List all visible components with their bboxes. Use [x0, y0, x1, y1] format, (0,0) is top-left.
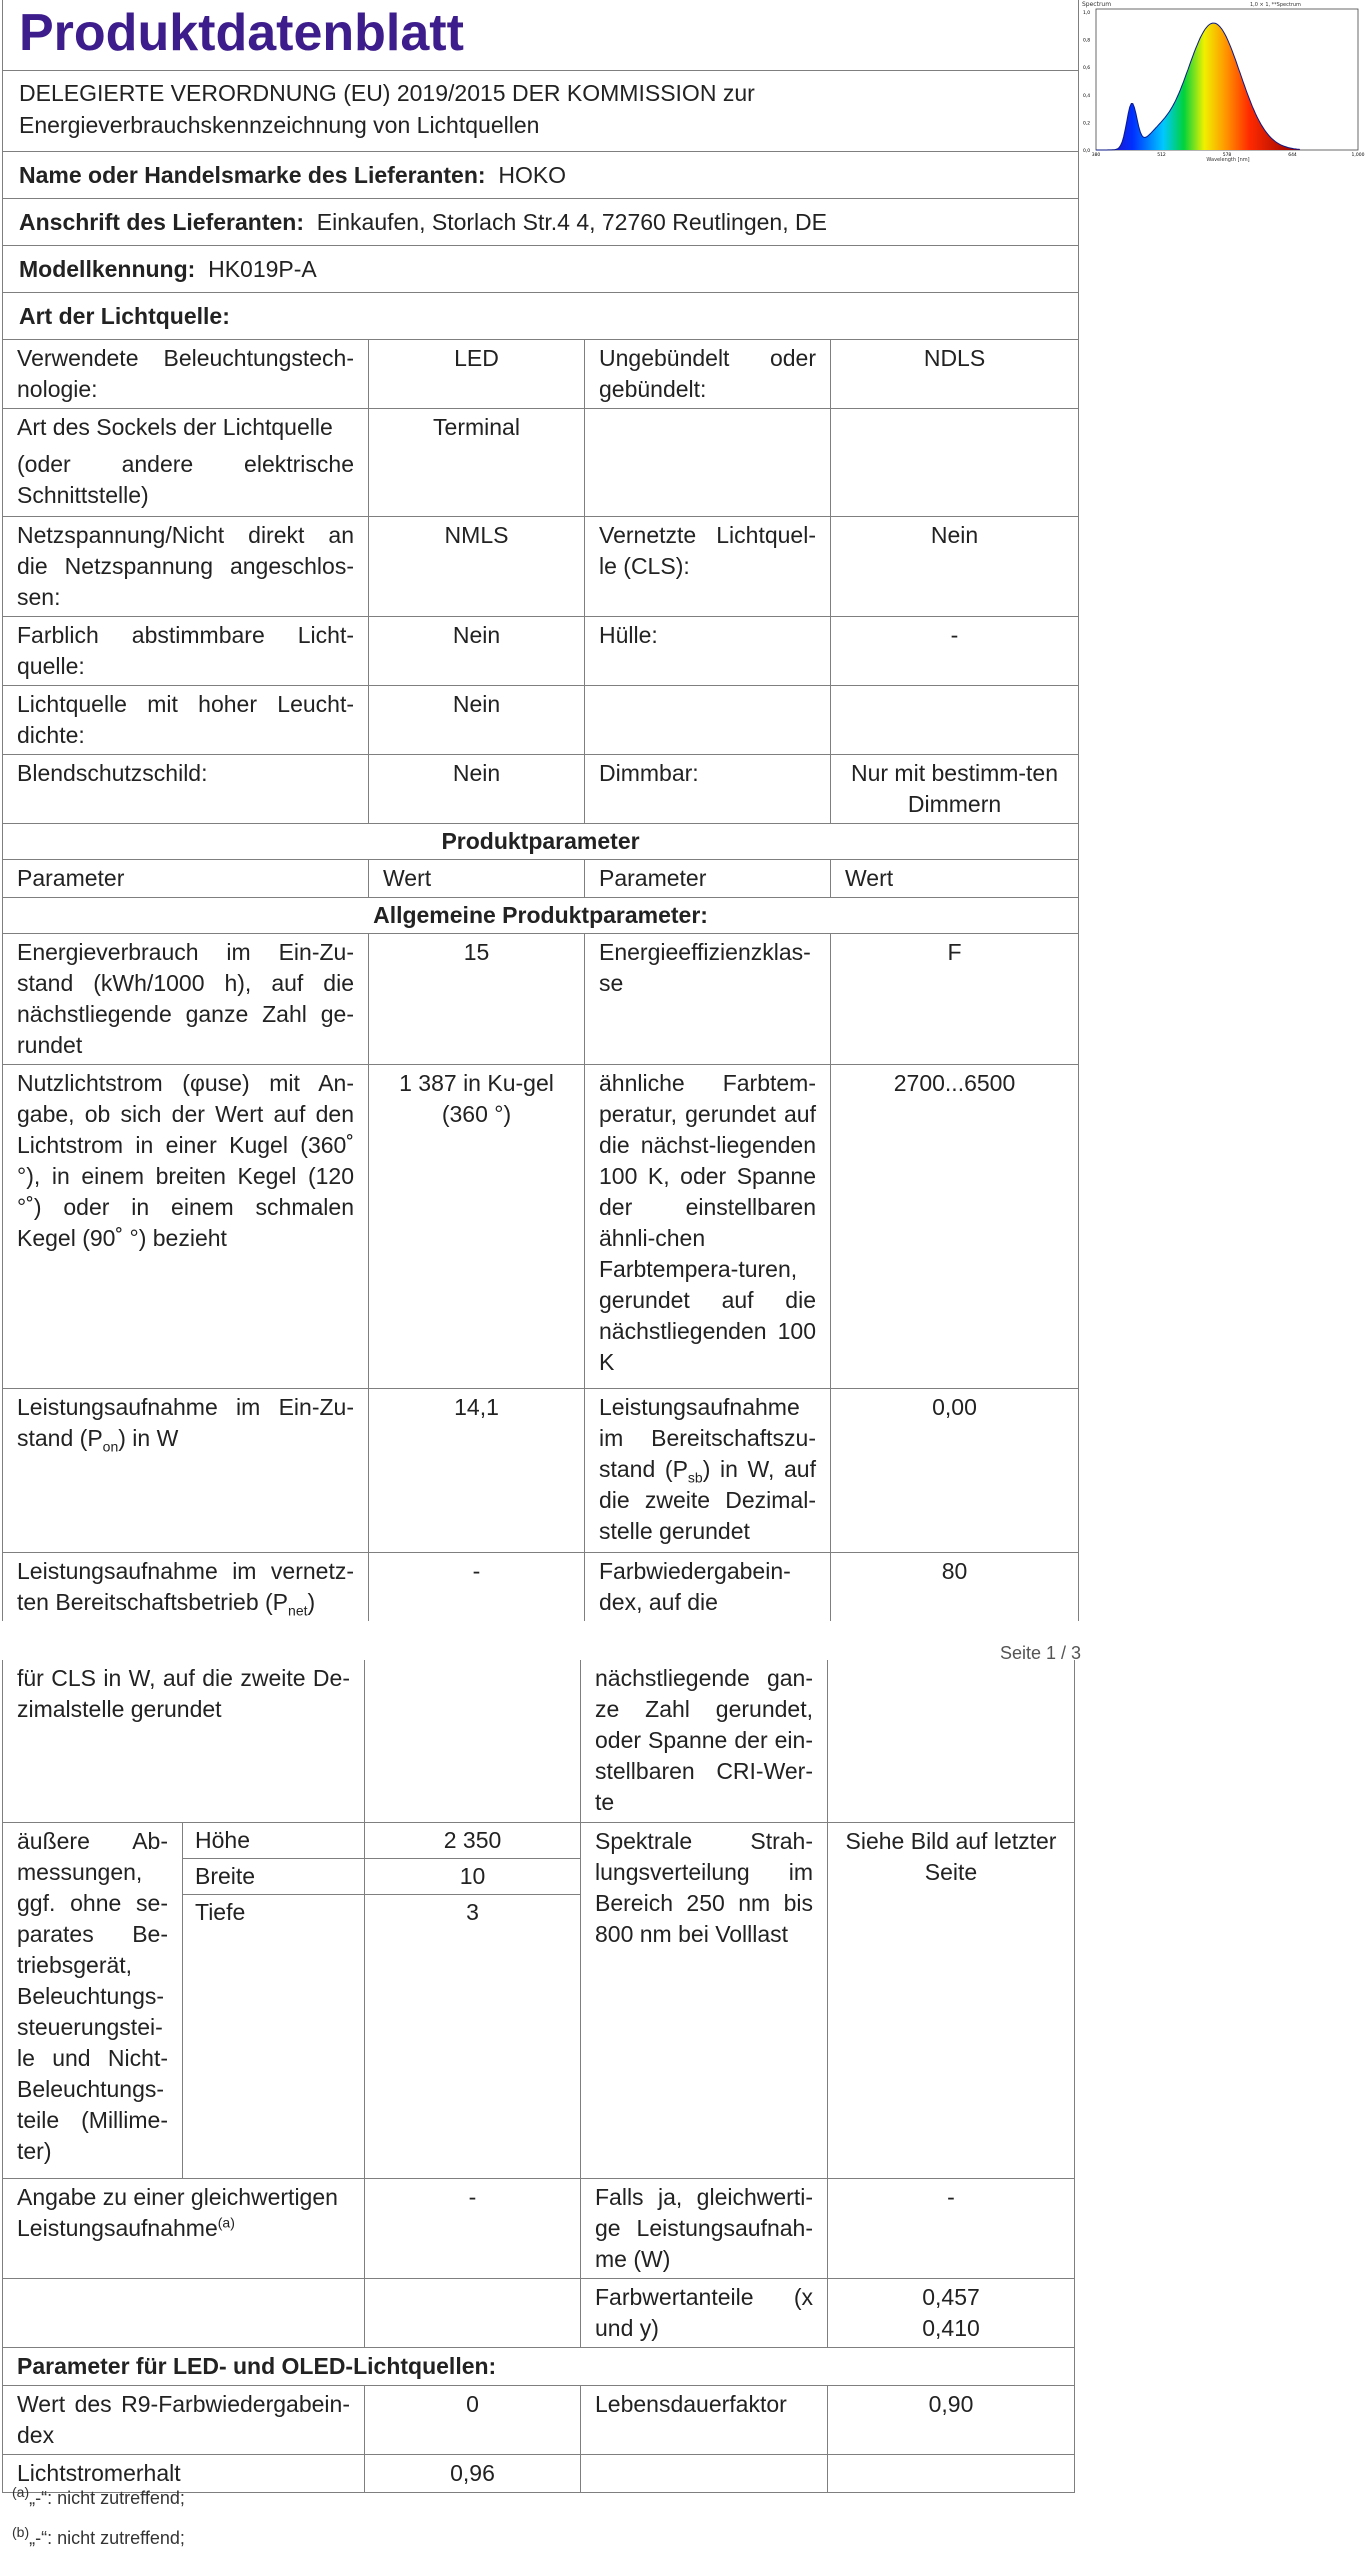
page-title: Produktdatenblatt: [3, 0, 1079, 71]
cct-label: ähnliche Farbtem-peratur, gerundet auf die nächst-liegenden 100 K, oder Spanne der einstellbaren ähnli-chen Farbtempera-turen, gerundet auf die nächstliegenden 100 K: [585, 1065, 831, 1389]
light-source-type-heading: Art der Lichtquelle:: [3, 293, 1079, 340]
spectrum-title: Spectrum: [1082, 1, 1112, 8]
footnote-b: [12, 2524, 185, 2549]
luminous-flux-label: Nutzlichtstrom (φuse) mit An-gabe, ob sich der Wert auf den Lichtstrom in einer Kugel (360˚ °), in einem breiten Kegel (120 °˚) oder in einem schmalen Kegel (90˚ °) bezieht: [3, 1065, 369, 1389]
socket-empty-cell-2: [831, 409, 1079, 517]
hld-empty-cell-2: [831, 686, 1079, 755]
socket-label-line1: Art des Sockels der Lichtquelle: [17, 414, 333, 440]
height-value: 2 350: [365, 1822, 581, 1858]
glare-value: Nein: [369, 755, 585, 824]
socket-label-line2: (oder andere elektrische Schnittstelle): [17, 451, 354, 508]
supplier-name-label: Name oder Handelsmarke des Lieferanten:: [19, 162, 486, 188]
height-label: Höhe: [183, 1822, 365, 1858]
spectrum-x-label: Wavelength [nm]: [1206, 157, 1250, 163]
equivalent-power-footnote: (a): [217, 2213, 235, 2230]
network-standby-label-cont: für CLS in W, auf die zweite De-zimalstelle gerundet: [3, 1660, 365, 1822]
standby-power-value: 0,00: [831, 1389, 1079, 1553]
spectrum-y-tick: 0,4: [1083, 93, 1091, 99]
network-standby-close: ): [307, 1589, 316, 1615]
standby-power-sub: sb: [687, 1469, 703, 1486]
chroma-empty-cell-2: [365, 2278, 581, 2347]
bundled-value: NDLS: [831, 340, 1079, 409]
lumen-empty-cell-2: [828, 2454, 1075, 2492]
spectrum-y-tick: 0,6: [1083, 66, 1091, 72]
product-data-table: [2, 0, 1079, 1621]
spectral-distribution-value: Siehe Bild auf letzter Seite: [828, 1822, 1075, 2178]
socket-label: [3, 409, 369, 517]
cri-label: Farbwiedergabein-dex, auf die: [585, 1553, 831, 1622]
spectrum-x-tick: 512: [1157, 153, 1166, 158]
standby-power-text: Leistungsaufnahme im Bereitschaftszu-stand (P: [599, 1394, 816, 1482]
network-standby-label: [3, 1553, 369, 1622]
regulation-text: DELEGIERTE VERORDNUNG (EU) 2019/2015 DER KOMMISSION zur Energieverbrauchskennzeichnung von Lichtquellen: [3, 71, 1079, 152]
dimensions-label: äußere Ab-messungen, ggf. ohne se-parates Be-triebsgerät, Beleuchtungs-steuerungstei-le und Nicht-Beleuchtungs-teile (Millime-ter): [3, 1822, 183, 2178]
energy-consumption-value: 15: [369, 934, 585, 1065]
on-mode-power-sub: on: [102, 1438, 119, 1455]
supplier-address-label: Anschrift des Lieferanten:: [19, 209, 304, 235]
product-parameters-heading: Produktparameter: [3, 824, 1079, 860]
cri-value: 80: [831, 1553, 1079, 1622]
socket-empty-cell: [585, 409, 831, 517]
standby-power-label: [585, 1389, 831, 1553]
equivalent-power-w-value: -: [828, 2178, 1075, 2278]
footnote-b-text: „-“: nicht zutreffend;: [29, 2528, 185, 2548]
energy-class-label: Energieeffizienzklas-se: [585, 934, 831, 1065]
model-value: HK019P-A: [208, 256, 317, 282]
r9-label: Wert des R9-Farbwiedergabein-dex: [3, 2385, 365, 2454]
luminous-flux-value: 1 387 in Ku-gel (360 °): [369, 1065, 585, 1389]
network-standby-value: -: [369, 1553, 585, 1622]
footnote-a-text: „-“: nicht zutreffend;: [29, 2488, 185, 2508]
equivalent-power-value: -: [365, 2178, 581, 2278]
chromaticity-value: [828, 2278, 1075, 2347]
equivalent-power-label: [3, 2178, 365, 2278]
spectrum-y-tick: 0,2: [1083, 121, 1091, 127]
survival-factor-value: 0,90: [828, 2385, 1075, 2454]
color-tunable-label: Farblich abstimmbare Licht-quelle:: [3, 617, 369, 686]
envelope-label: Hülle:: [585, 617, 831, 686]
spectrum-x-tick: 644: [1288, 153, 1297, 158]
page-number: Seite 1 / 3: [1000, 1643, 1082, 1663]
chromaticity-y: 0,410: [922, 2314, 980, 2341]
chroma-empty-cell: [3, 2278, 365, 2347]
model-label: Modellkennung:: [19, 256, 196, 282]
led-parameters-heading: Parameter für LED- und OLED-Lichtquellen:: [3, 2347, 1075, 2385]
cls-label: Vernetzte Lichtquel-le (CLS):: [585, 517, 831, 617]
on-mode-power-label: [3, 1389, 369, 1553]
spectrum-x-tick: 1,000: [1351, 153, 1365, 158]
dimmable-label: Dimmbar:: [585, 755, 831, 824]
col-parameter-1: Parameter: [3, 860, 369, 898]
depth-value: 3: [365, 1894, 581, 2178]
lumen-maintenance-label: Lichtstromerhalt: [3, 2454, 365, 2492]
lumen-empty-cell: [581, 2454, 828, 2492]
chromaticity-label: Farbwertanteile (x und y): [581, 2278, 828, 2347]
on-mode-power-unit: ) in W: [118, 1425, 179, 1451]
spectrum-legend: 1,0 × 1, **Spectrum: [1250, 2, 1301, 8]
socket-value: Terminal: [369, 409, 585, 517]
general-parameters-heading: Allgemeine Produktparameter:: [3, 898, 1079, 934]
spectrum-y-tick: 0,8: [1083, 38, 1091, 44]
product-data-table-continued: [2, 1660, 1075, 2493]
col-parameter-2: Parameter: [585, 860, 831, 898]
glare-label: Blendschutzschild:: [3, 755, 369, 824]
footnote-a: [12, 2484, 185, 2509]
supplier-address-row: [3, 199, 1079, 246]
cls-value: Nein: [831, 517, 1079, 617]
hld-empty-cell: [585, 686, 831, 755]
spectrum-y-tick: 1,0: [1083, 11, 1091, 16]
r9-value: 0: [365, 2385, 581, 2454]
tech-value: LED: [369, 340, 585, 409]
survival-factor-label: Lebensdauerfaktor: [581, 2385, 828, 2454]
network-standby-sub: net: [288, 1602, 308, 1619]
bundled-label: Ungebündelt oder gebündelt:: [585, 340, 831, 409]
on-mode-power-value: 14,1: [369, 1389, 585, 1553]
energy-consumption-label: Energieverbrauch im Ein-Zu-stand (kWh/1000 h), auf die nächstliegende ganze Zahl ge-rundet: [3, 934, 369, 1065]
mains-label: Netzspannung/Nicht direkt an die Netzspannung angeschlos-sen:: [3, 517, 369, 617]
on-mode-power-text: Leistungsaufnahme im Ein-Zu-stand (P: [17, 1394, 354, 1451]
spectrum-x-tick: 380: [1091, 153, 1101, 158]
equivalent-power-text: Angabe zu einer gleichwertigen Leistungsaufnahme: [17, 2183, 338, 2241]
equivalent-power-w-label: Falls ja, gleichwerti-ge Leistungsaufnah-me (W): [581, 2178, 828, 2278]
width-label: Breite: [183, 1858, 365, 1894]
high-luminance-value: Nein: [369, 686, 585, 755]
cct-value: 2700...6500: [831, 1065, 1079, 1389]
energy-class-value: F: [831, 934, 1079, 1065]
supplier-address-value: Einkaufen, Storlach Str.4 4, 72760 Reutlingen, DE: [316, 209, 827, 235]
col-value-1: Wert: [369, 860, 585, 898]
high-luminance-label: Lichtquelle mit hoher Leucht-dichte:: [3, 686, 369, 755]
cri-label-cont: nächstliegende gan-ze Zahl gerundet, oder Spanne der ein-stellbaren CRI-Wer-te: [581, 1660, 828, 1822]
color-tunable-value: Nein: [369, 617, 585, 686]
supplier-name-value: HOKO: [498, 162, 567, 188]
col-value-2: Wert: [831, 860, 1079, 898]
footnote-b-mark: (b): [12, 2524, 30, 2540]
cri-value-cont: [828, 1660, 1075, 1822]
network-standby-text: Leistungsaufnahme im vernetz-ten Bereitschaftsbetrieb (P: [17, 1558, 354, 1615]
envelope-value: -: [831, 617, 1079, 686]
chromaticity-x: 0,457: [922, 2283, 980, 2310]
network-standby-value-cont: [365, 1660, 581, 1822]
lumen-maintenance-value: 0,96: [365, 2454, 581, 2492]
spectral-distribution-label: Spektrale Strah-lungsverteilung im Bereich 250 nm bis 800 nm bei Volllast: [581, 1822, 828, 2178]
depth-label: Tiefe: [183, 1894, 365, 2178]
dimmable-value: Nur mit bestimm-ten Dimmern: [831, 755, 1079, 824]
supplier-name-row: [3, 152, 1079, 199]
spectrum-y-tick: 0,0: [1083, 149, 1091, 154]
footnote-a-mark: (a): [12, 2484, 30, 2500]
tech-label: Verwendete Beleuchtungstech-nologie:: [3, 340, 369, 409]
spectrum-x-tick: 578: [1222, 153, 1232, 158]
mains-value: NMLS: [369, 517, 585, 617]
model-row: [3, 246, 1079, 293]
spectrum-chart: [1080, 0, 1365, 163]
width-value: 10: [365, 1858, 581, 1894]
standby-power-unit: ) in W, auf die zweite Dezimal-stelle gerundet: [599, 1456, 816, 1544]
